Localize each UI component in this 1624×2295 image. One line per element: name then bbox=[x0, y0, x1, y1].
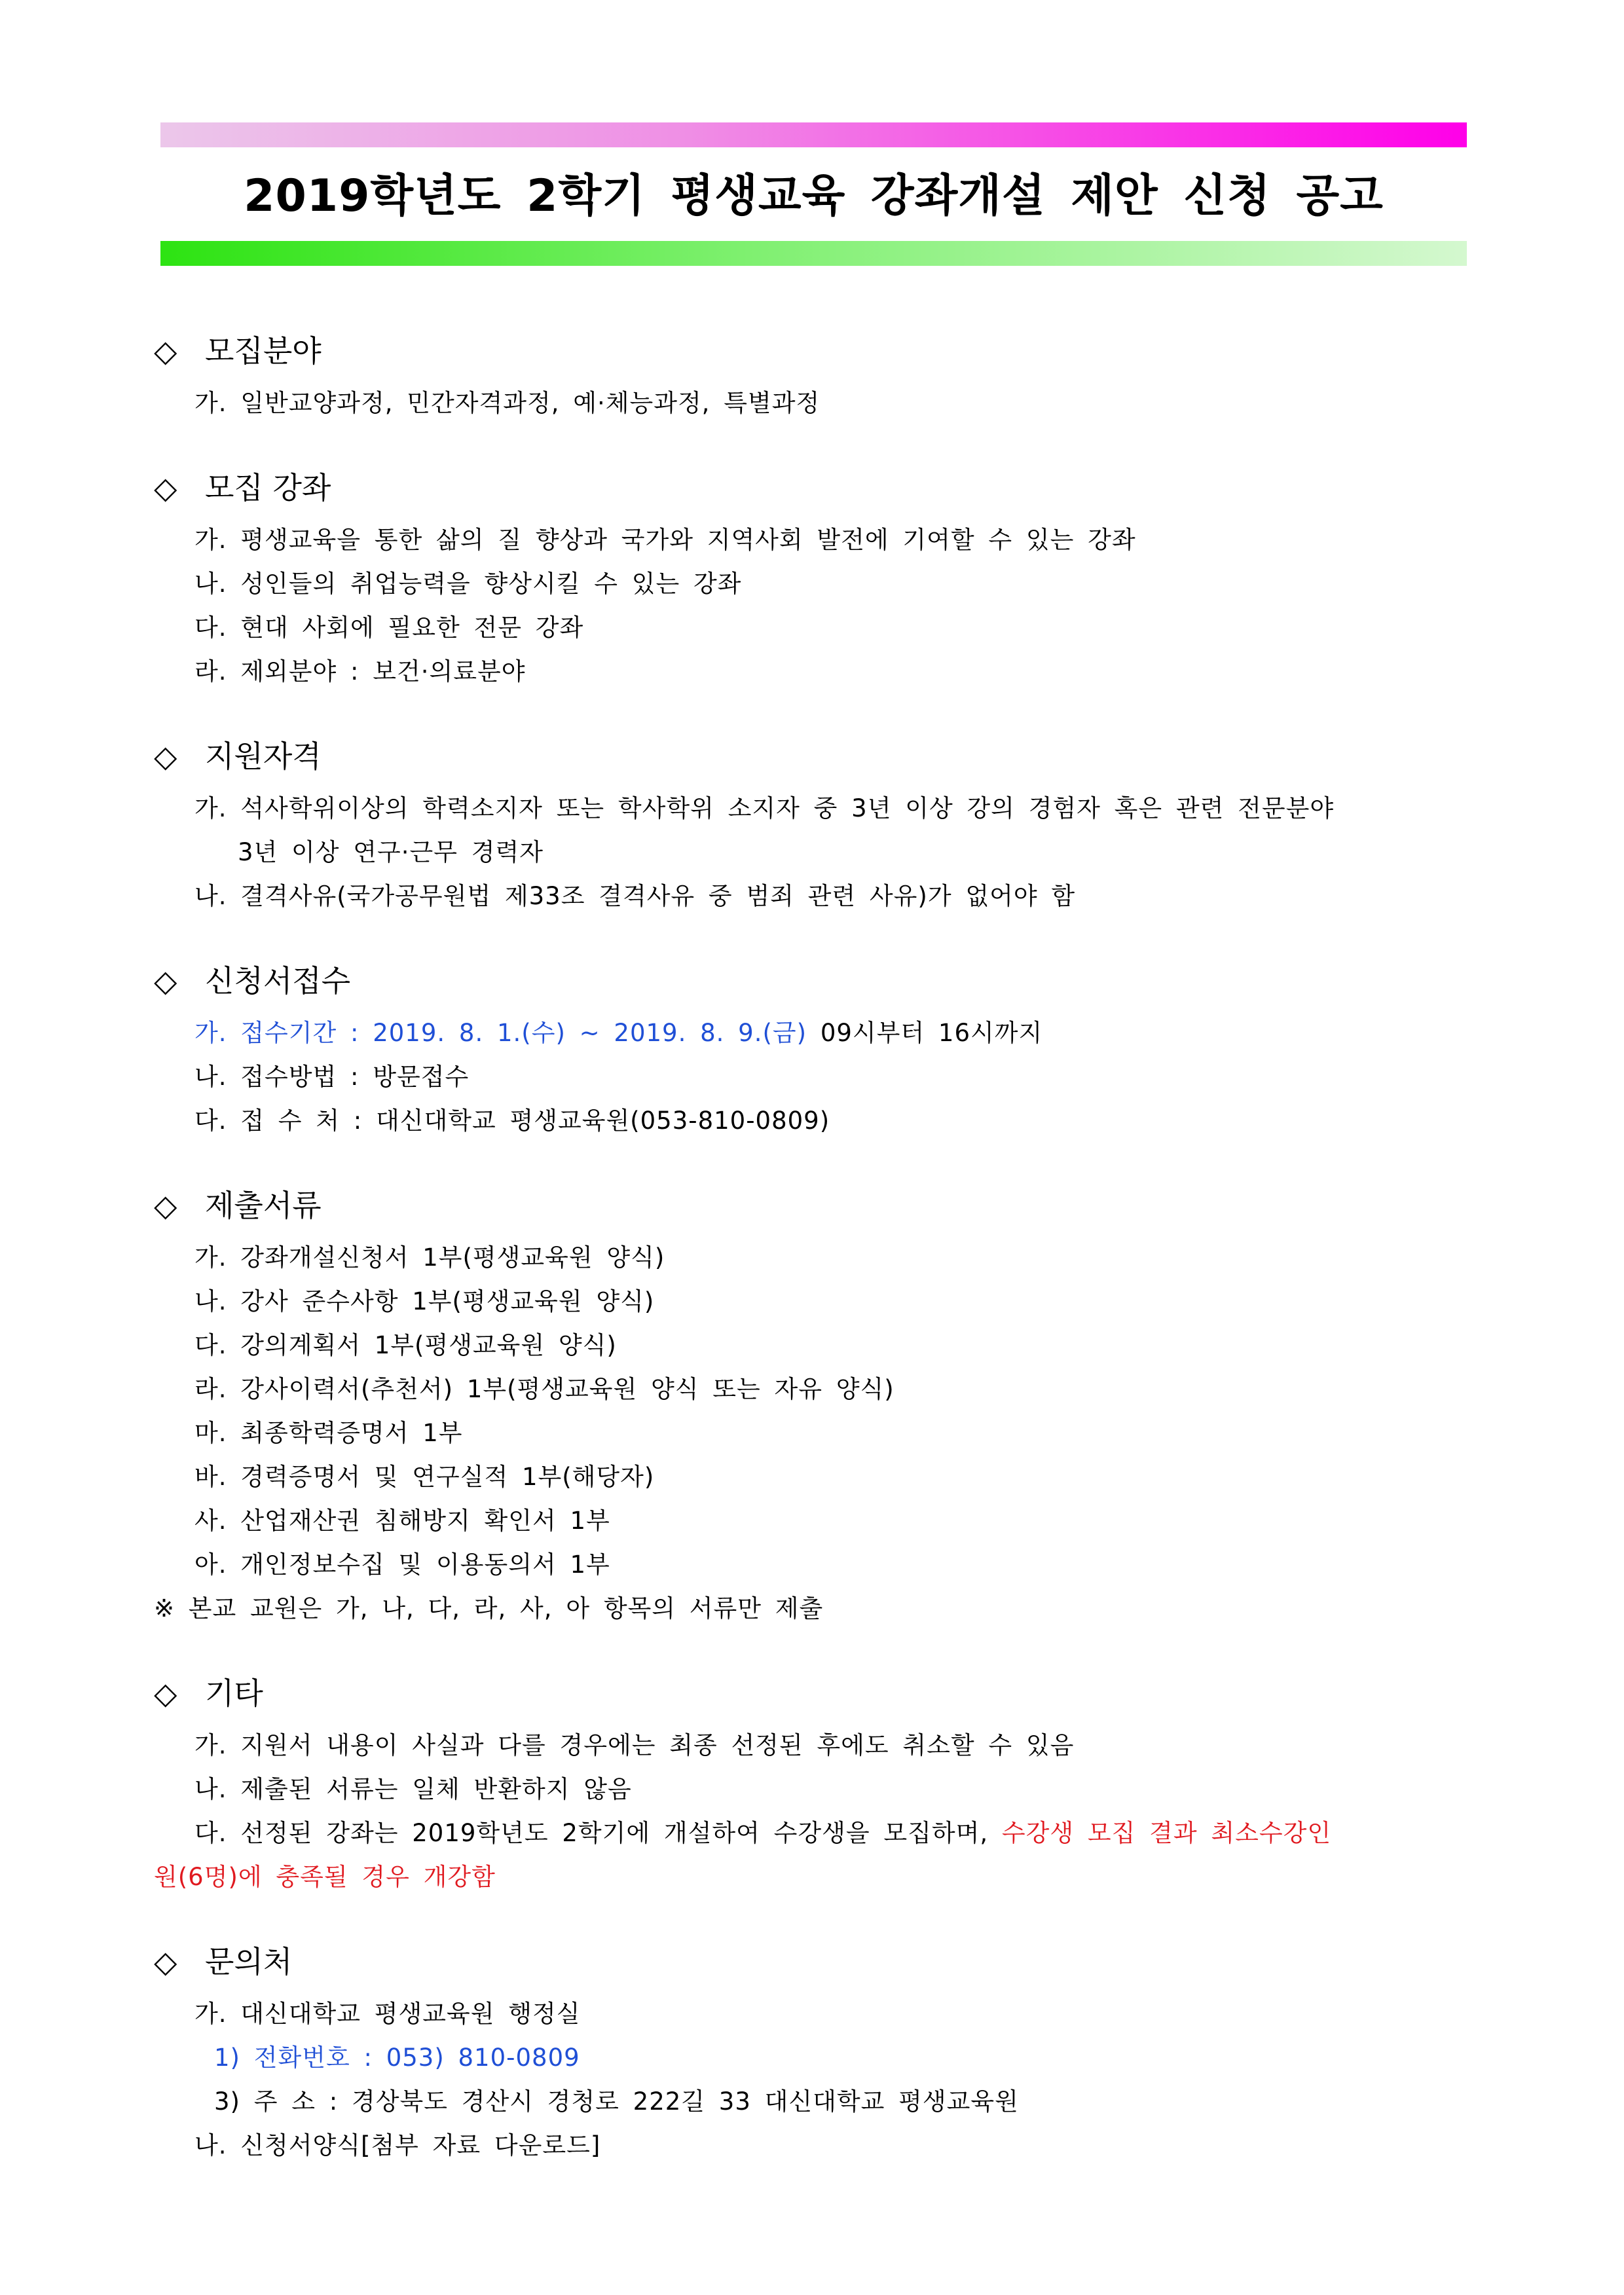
list-item: 나. 제출된 서류는 일체 반환하지 않음 bbox=[194, 1775, 632, 1803]
section-heading bbox=[154, 1175, 1470, 1236]
section-field bbox=[154, 321, 1470, 425]
list-item: 가. 강좌개설신청서 1부(평생교육원 양식) bbox=[194, 1243, 665, 1272]
list-item: 가. 일반교양과정, 민간자격과정, 예·체능과정, 특별과정 bbox=[194, 389, 821, 417]
heading-text: 모집분야 bbox=[205, 333, 322, 369]
list-item-continuation: 3년 이상 연구·근무 경력자 bbox=[238, 838, 544, 866]
section-qualification bbox=[154, 726, 1470, 918]
list-item: 나. 성인들의 취업능력을 향상시킬 수 있는 강좌 bbox=[194, 570, 742, 598]
list-item: 가. 석사학위이상의 학력소지자 또는 학사학위 소지자 중 3년 이상 강의 경험자 혹은 관련 전문분야 bbox=[194, 794, 1335, 822]
heading-text: 문의처 bbox=[205, 1944, 293, 1979]
page-title: 2019학년도 2학기 평생교육 강좌개설 제안 신청 공고 bbox=[244, 170, 1384, 222]
diamond-icon: ◇ bbox=[154, 1188, 177, 1223]
section-course bbox=[154, 458, 1470, 693]
contact-phone: 1) 전화번호 : 053) 810-0809 bbox=[214, 2044, 580, 2072]
application-period-dates: 가. 접수기간 : 2019. 8. 1.(수) ~ 2019. 8. 9.(금) bbox=[194, 1019, 807, 1047]
diamond-icon: ◇ bbox=[154, 470, 177, 505]
list-item: 가. 평생교육을 통한 삶의 질 향상과 국가와 지역사회 발전에 기여할 수 있는 강좌 bbox=[194, 526, 1136, 554]
section-heading bbox=[154, 1932, 1470, 1992]
list-item: 나. 결격사유(국가공무원법 제33조 결격사유 중 범죄 관련 사유)가 없어야 함 bbox=[194, 882, 1076, 910]
section-application bbox=[154, 951, 1470, 1143]
documents-note: ※ 본교 교원은 가, 나, 다, 라, 사, 아 항목의 서류만 제출 bbox=[154, 1594, 824, 1623]
section-heading bbox=[154, 951, 1470, 1011]
heading-text: 제출서류 bbox=[205, 1188, 322, 1223]
section-documents bbox=[154, 1175, 1470, 1630]
heading-text: 지원자격 bbox=[205, 739, 322, 774]
list-item bbox=[154, 1811, 1470, 1855]
top-gradient-bar bbox=[160, 122, 1467, 147]
application-form-download-link[interactable]: 나. 신청서양식[첨부 자료 다운로드] bbox=[194, 2131, 601, 2159]
list-item: 아. 개인정보수집 및 이용동의서 1부 bbox=[194, 1551, 610, 1579]
section-etc bbox=[154, 1663, 1470, 1899]
diamond-icon: ◇ bbox=[154, 333, 177, 369]
list-item: 사. 산업재산권 침해방지 확인서 1부 bbox=[194, 1507, 610, 1535]
bottom-gradient-bar bbox=[160, 241, 1467, 266]
application-period bbox=[154, 1011, 1470, 1055]
list-item: 라. 강사이력서(추천서) 1부(평생교육원 양식 또는 자유 양식) bbox=[194, 1375, 895, 1403]
etc-item3-highlight-continuation: 원(6명)에 충족될 경우 개강함 bbox=[154, 1863, 496, 1891]
section-heading bbox=[154, 458, 1470, 518]
application-period-time: 09시부터 16시까지 bbox=[807, 1019, 1043, 1047]
list-item: 라. 제외분야 : 보건·의료분야 bbox=[194, 657, 526, 686]
diamond-icon: ◇ bbox=[154, 1944, 177, 1979]
list-item: 마. 최종학력증명서 1부 bbox=[194, 1419, 463, 1447]
list-item: 다. 현대 사회에 필요한 전문 강좌 bbox=[194, 614, 584, 642]
etc-item3-highlight: 수강생 모집 결과 최소수강인 bbox=[1001, 1819, 1332, 1847]
section-heading bbox=[154, 1663, 1470, 1723]
diamond-icon: ◇ bbox=[154, 963, 177, 999]
document-body bbox=[154, 321, 1470, 2167]
section-heading bbox=[154, 726, 1470, 786]
list-item: 다. 강의계획서 1부(평생교육원 양식) bbox=[194, 1331, 617, 1359]
application-method: 나. 접수방법 : 방문접수 bbox=[194, 1063, 470, 1091]
list-item: 가. 지원서 내용이 사실과 다를 경우에는 최종 선정된 후에도 취소할 수 있음 bbox=[194, 1731, 1075, 1759]
diamond-icon: ◇ bbox=[154, 1676, 177, 1711]
contact-address: 3) 주 소 : 경상북도 경산시 경청로 222길 33 대신대학교 평생교육원 bbox=[214, 2087, 1019, 2116]
heading-text: 모집 강좌 bbox=[205, 470, 331, 505]
heading-text: 신청서접수 bbox=[205, 963, 351, 999]
list-item: 가. 대신대학교 평생교육원 행정실 bbox=[194, 2000, 581, 2028]
application-place: 다. 접 수 처 : 대신대학교 평생교육원(053-810-0809) bbox=[194, 1107, 830, 1135]
section-contact bbox=[154, 1932, 1470, 2167]
heading-text: 기타 bbox=[205, 1676, 263, 1711]
list-item: 나. 강사 준수사항 1부(평생교육원 양식) bbox=[194, 1287, 655, 1315]
diamond-icon: ◇ bbox=[154, 739, 177, 774]
list-item: 바. 경력증명서 및 연구실적 1부(해당자) bbox=[194, 1463, 655, 1491]
section-heading bbox=[154, 321, 1470, 381]
etc-item3-text: 다. 선정된 강좌는 2019학년도 2학기에 개설하여 수강생을 모집하며, bbox=[194, 1819, 1002, 1847]
